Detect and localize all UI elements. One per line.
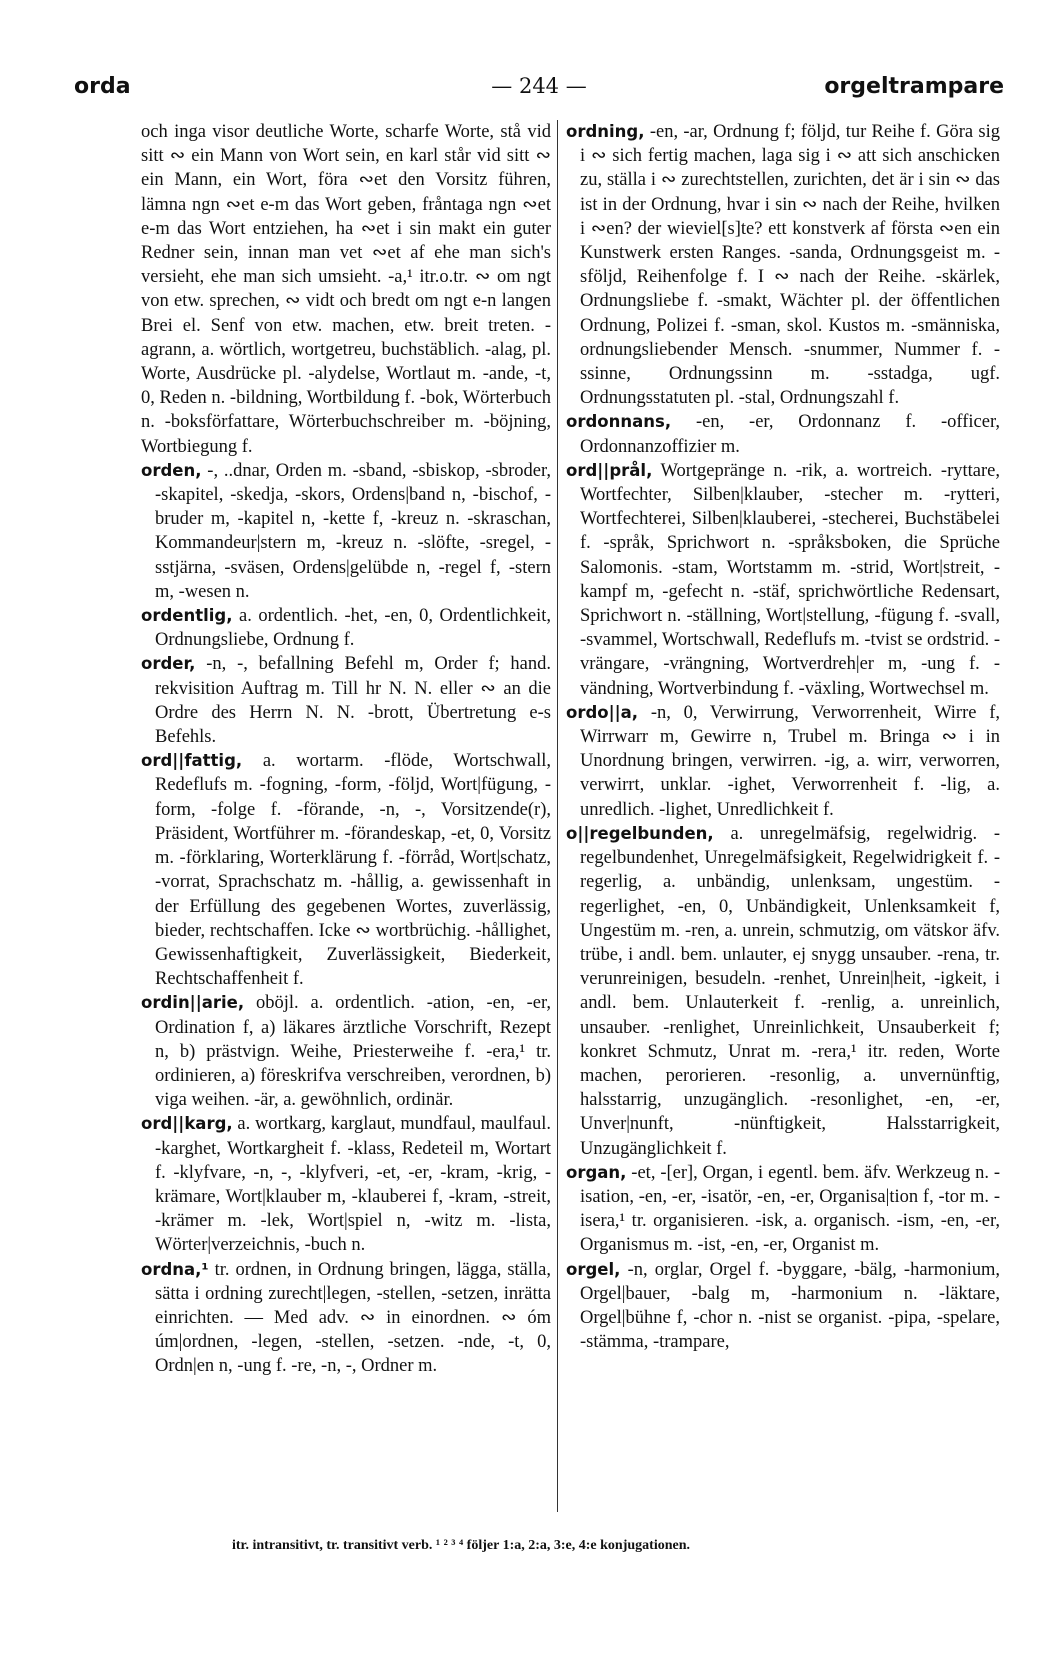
entry-text: -n, 0, Verwirrung, Verworrenheit, Wirre f, Wirrwarr m, Gewirre n, Trubel m. Bringa ∾ i in Unordnung bringen, verwirren. -ig, a. wirr, verworren, verwirrt, unklar. -ighet, Verworrenheit f. -lig, a. unredlich. -lighet, Unredlichkeit f.: [580, 702, 1000, 820]
entry-headword: orden,: [141, 460, 202, 480]
left-column: [141, 120, 551, 1511]
entry-headword: ord||fattig,: [141, 751, 243, 771]
column-divider: [557, 120, 558, 1512]
dictionary-entry: [141, 120, 551, 459]
dictionary-entry: [566, 701, 1000, 822]
entry-text: a. unregelmäfsig, regelwidrig. -regelbundenhet, Unregelmäfsigkeit, Regelwidrigkeit f. -regerlig, a. unbändig, unlenksam, ungestüm. -regerlighet, -en, 0, Unbändigkeit, Unlenksamkeit f, Ungestüm m. -ren, a. unrein, schmutzig, om vätskor äfv. trübe, i andl. bem. unlauter, ej snygg unsauber. -rena, tr. verunreinigen, besudeln. -renhet, Unrein|heit, -igkeit, i andl. bem. Unlauterkeit f. -renlig, a. unreinlich, unsauber. -renlighet, Unreinlichkeit, Unsauberkeit f; konkret Schmutz, Unrat m. -rera,¹ itr. reden, Worte machen, perorieren. -resonlig, a. unvernünftig, halsstarrig, unzugänglich. -resonlighet, -en, -er, Unver|nunft, -nünftigkeit, Halsstarrigkeit, Unzugänglichkeit f.: [580, 823, 1000, 1159]
entry-headword: ordna,¹: [141, 1259, 209, 1279]
dictionary-entry: [566, 1161, 1000, 1258]
page-number: — 244 —: [491, 74, 587, 98]
dictionary-entry: [566, 459, 1000, 701]
entry-text: a. ordentlich. -het, -en, 0, Ordentlichkeit, Ordnungsliebe, Ordnung f.: [155, 606, 551, 651]
dictionary-entry: [141, 1112, 551, 1257]
entry-headword: order,: [141, 654, 196, 674]
right-column: [566, 120, 1000, 1511]
page-header: [74, 74, 1004, 104]
entry-text: -et, -[er], Organ, i egentl. bem. äfv. Werkzeug n. -isation, -en, -er, -isatör, -en, -er, Organisa|tion f, -tor m. -isera,¹ tr. organisieren. -isk, a. organisch. -ism, -en, -er, Organismus m. -ist, -en, -er, Organist m.: [580, 1162, 1000, 1256]
entry-text: a. wortarm. -flöde, Wortschwall, Redeflufs m. -fogning, -form, -följd, Wort|fügung, -form, -folge f. -förande, -n, -, Vorsitzende(r), Präsident, Wortführer m. -förandeskap, -et, 0, Vorsitz m. -förklaring, Worterklärung f. -förråd, Wort|schatz, -vorrat, Sprachschatz m. -hållig, a. gewissenhaft in der Erfüllung des gegebenen Wortes, zuverlässig, bieder, rechtschaffen. Icke ∾ wortbrüchig. -hållighet, Gewissenhaftigkeit, Zuverlässigkeit, Biederkeit, Rechtschaffenheit f.: [155, 751, 551, 990]
entry-headword: ordning,: [566, 122, 645, 141]
entry-headword: organ,: [566, 1162, 627, 1182]
entry-text: -n, orglar, Orgel f. -byggare, -bälg, -harmonium, Orgel|bauer, -balg m, -harmonium n. -läktare, Orgel|bühne f, -chor n. -nist se organist. -pipa, -spelare, -stämma, -trampare,: [580, 1259, 1000, 1353]
entry-headword: ord||karg,: [141, 1114, 233, 1134]
entry-headword: ordentlig,: [141, 606, 233, 626]
dictionary-entry: [141, 652, 551, 749]
entry-headword: ordo||a,: [566, 702, 639, 722]
entry-headword: o||regelbunden,: [566, 823, 714, 843]
entry-text: tr. ordnen, in Ordnung bringen, lägga, ställa, sätta i ordning zurecht|legen, -stellen, -setzen, inrätta einrichten. — Med adv. ∾ in einordnen. ∾ óm úm|ordnen, -legen, -stellen, -setzen. -nde, -t, 0, Ordn|en n, -ung f. -re, -n, -, Ordner m.: [155, 1259, 551, 1377]
dictionary-entry: [141, 991, 551, 1112]
entry-text: a. wortkarg, karglaut, mundfaul, maulfaul. -karghet, Wortkargheit f. -klass, Redeteil m, Wortart f. -klyfvare, -n, -, -klyfveri, -et, -er, -kram, -krig, -krämare, Wort|klauber m, -klauberei f, -kram, -streit, -krämer m. -lek, Wort|spiel n, -witz m. -lista, Wörter|verzeichnis, -buch n.: [155, 1114, 551, 1256]
header-last-word: orgeltrampare: [824, 74, 1004, 99]
dictionary-entry: [566, 1258, 1000, 1355]
entry-headword: ord||prål,: [566, 460, 653, 480]
dictionary-entry: [141, 459, 551, 604]
entry-text: -en, -ar, Ordnung f; följd, tur Reihe f. Göra sig i ∾ sich fertig machen, laga sig i ∾ att sich anschicken zu, ställa i ∾ zurechtstellen, zurichten, det är i sin ∾ das ist in der Ordnung, hvar i sin ∾ nach der Reihe, hvilken i ∾en? der wieviel[s]te? ett konstverk af första ∾en ein Kunstwerk ersten Ranges. -sanda, Ordnungsgeist m. -sföljd, Reihenfolge f. I ∾ nach der Reihe. -skärlek, Ordnungsliebe f. -smakt, Wächter pl. der öffentlichen Ordnung, Polizei f. -sman, skol. Kustos m. -smänniska, ordnungsliebender Mensch. -snummer, Nummer f. -ssinne, Ordnungssinn m. -sstadga, ugf. Ordnungsstatuten pl. -stal, Ordnungszahl f.: [580, 122, 1000, 409]
entry-text: -, ..dnar, Orden m. -sband, -sbiskop, -sbroder, -skapitel, -skedja, -skors, Ordens|band n, -bischof, -bruder m, -kapitel n, -kette f, -kreuz n. -skraschan, Kommandeur|stern m, -kreuz n. -slöfte, -sregel, -sstjärna, -sväsen, Ordens|gelübde n, -regel f, -stern m, -wesen n.: [155, 460, 551, 602]
page-footer-abbreviations: itr. intransitivt, tr. transitivt verb. ¹ ² ³ ⁴ följer 1:a, 2:a, 3:e, 4:e konjugationen.: [232, 1538, 691, 1553]
dictionary-entry: [141, 1258, 551, 1379]
dictionary-entry: [141, 749, 551, 991]
dictionary-entry: [141, 604, 551, 652]
entry-headword: orgel,: [566, 1259, 621, 1279]
entry-text: och inga visor deutliche Worte, scharfe Worte, stå vid sitt ∾ ein Mann von Wort sein, en karl står vid sitt ∾ ein Mann, ein Wort, föra ∾et den Vorsitz führen, lämna ngn ∾et e-m das Wort geben, fråntaga ngn ∾et e-m das Wort entziehen, ha ∾et i sin makt ein guter Redner sein, innan man vet ∾et af ehe man sich's versieht, ehe man sich umsieht. -a,¹ itr.o.tr. ∾ om ngt von etw. sprechen, ∾ vidt och bredt om ngt e-n langen Brei el. Senf von etw. machen, etw. breit treten. -agrann, a. wörtlich, wortgetreu, buchstäblich. -alag, pl. Worte, Ausdrücke pl. -alydelse, Wortlaut m. -ande, -t, 0, Reden n. -bildning, Wortbildung f. -bok, Wörterbuch n. -boksförfattare, Wörterbuchschreiber m. -böjning, Wortbiegung f.: [141, 122, 551, 457]
entry-headword: ordonnans,: [566, 412, 672, 432]
entry-headword: ordin||arie,: [141, 993, 245, 1013]
dictionary-entry: [566, 410, 1000, 458]
entry-text: Wortgepränge n. -rik, a. wortreich. -ryttare, Wortfechter, Silben|klauber, -stecher m. -rytteri, Wortfechterei, Silben|klauberei, -stecherei, Buchstäbelei f. -språk, Sprichwort n. -språksboken, die Sprüche Salomonis. -stam, Wortstamm m. -strid, Wort|streit, -kampf m, -gefecht n. -stäf, sprichwörtliche Redensart, Sprichwort n. -ställning, Wort|stellung, -fügung f. -svall, -svammel, Wortschwall, Redeflufs m. -tvist se ordstrid. -vrängare, -vrängning, Wortverdreh|er m, -ung f. -vändning, Wortverbindung f. -växling, Wortwechsel m.: [580, 460, 1000, 699]
entry-text: -en, -er, Ordonnanz f. -officer, Ordonnanzoffizier m.: [580, 412, 1000, 457]
header-first-word: orda: [74, 74, 131, 99]
dictionary-entry: [566, 822, 1000, 1161]
entry-text: -n, -, befallning Befehl m, Order f; hand. rekvisition Auftrag m. Till hr N. N. eller ∾ an die Ordre des Herrn N. N. -brott, Übertretung e-s Befehls.: [155, 654, 551, 748]
dictionary-entry: [566, 120, 1000, 410]
entry-text: oböjl. a. ordentlich. -ation, -en, -er, Ordination f, a) läkares ärztliche Vorschrift, Rezept n, b) prästvign. Weihe, Priesterweihe f. -era,¹ tr. ordinieren, a) föreskrifva verschreiben, verordnen, b) viga weihen. -är, a. gewöhnlich, ordinär.: [155, 993, 551, 1111]
